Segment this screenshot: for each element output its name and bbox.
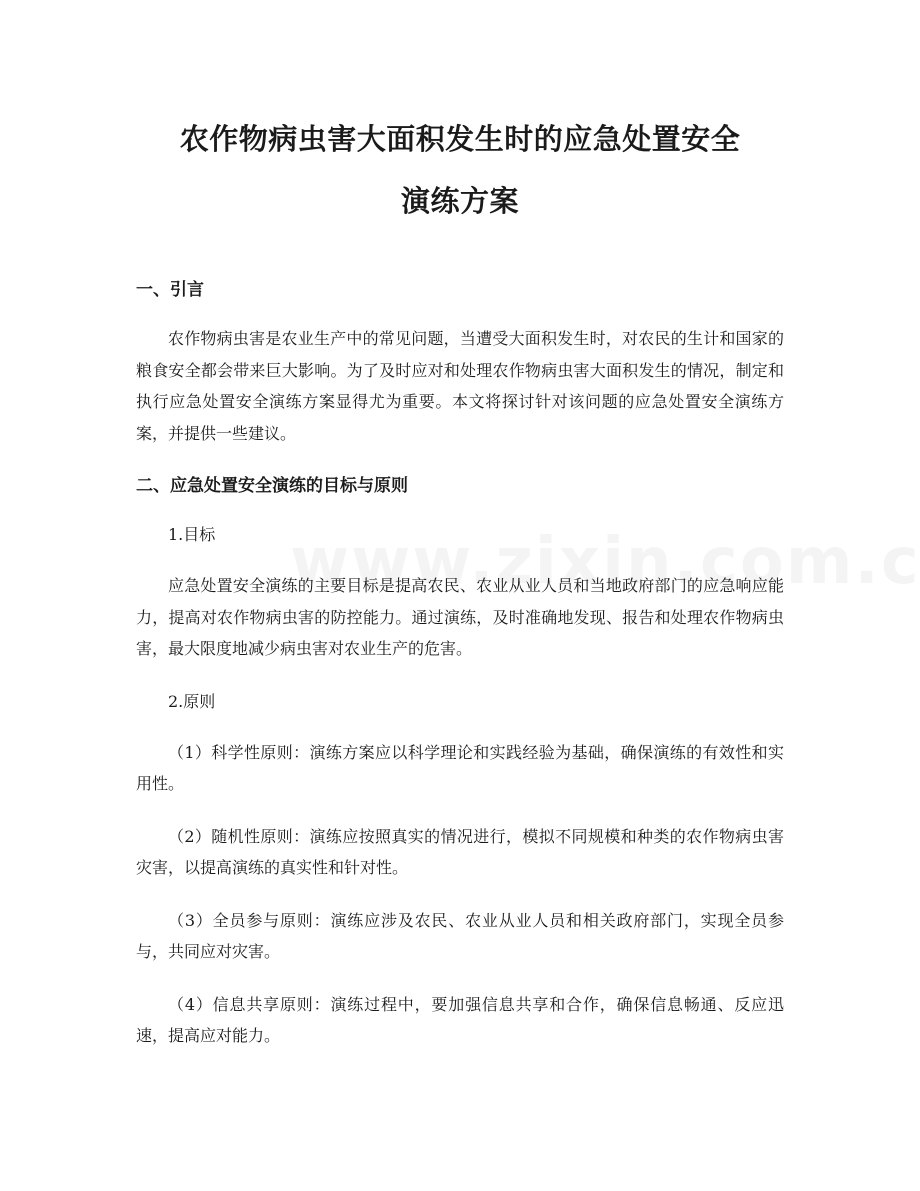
goal-paragraph: 应急处置安全演练的主要目标是提高农民、农业从业人员和当地政府部门的应急响应能力，提高对农作物病虫害的防控能力。通过演练，及时准确地发现、报告和处理农作物病虫害，最大限度地减少病虫害对农业生产的危害。 (136, 576, 784, 658)
principle-item-scientific: （1）科学性原则：演练方案应以科学理论和实践经验为基础，确保演练的有效性和实用性。 (136, 742, 784, 793)
principle-item-info-sharing: （4）信息共享原则：演练过程中，要加强信息共享和合作，确保信息畅通、反应迅速，提高应对能力。 (136, 994, 784, 1045)
principle-item-randomness: （2）随机性原则：演练应按照真实的情况进行，模拟不同规模和种类的农作物病虫害灾害，以提高演练的真实性和针对性。 (136, 826, 784, 877)
section-heading-intro: 一、引言 (136, 280, 204, 300)
subheading-principle: 2.原则 (168, 691, 216, 711)
document-title-line-1: 农作物病虫害大面积发生时的应急处置安全 (179, 122, 741, 156)
document-title (136, 108, 784, 232)
section-heading-goals-principles: 二、应急处置安全演练的目标与原则 (136, 476, 408, 496)
document-title-line-2: 演练方案 (400, 184, 519, 218)
subheading-goal: 1.目标 (168, 525, 216, 544)
intro-paragraph: 农作物病虫害是农业生产中的常见问题，当遭受大面积发生时，对农民的生计和国家的粮食安全都会带来巨大影响。为了及时应对和处理农作物病虫害大面积发生的情况，制定和执行应急处置安全演练方案显得尤为重要。本文将探讨针对该问题的应急处置安全演练方案，并提供一些建议。 (136, 329, 784, 443)
principle-item-full-participation: （3）全员参与原则：演练应涉及农民、农业从业人员和相关政府部门，实现全员参与，共同应对灾害。 (136, 910, 784, 961)
